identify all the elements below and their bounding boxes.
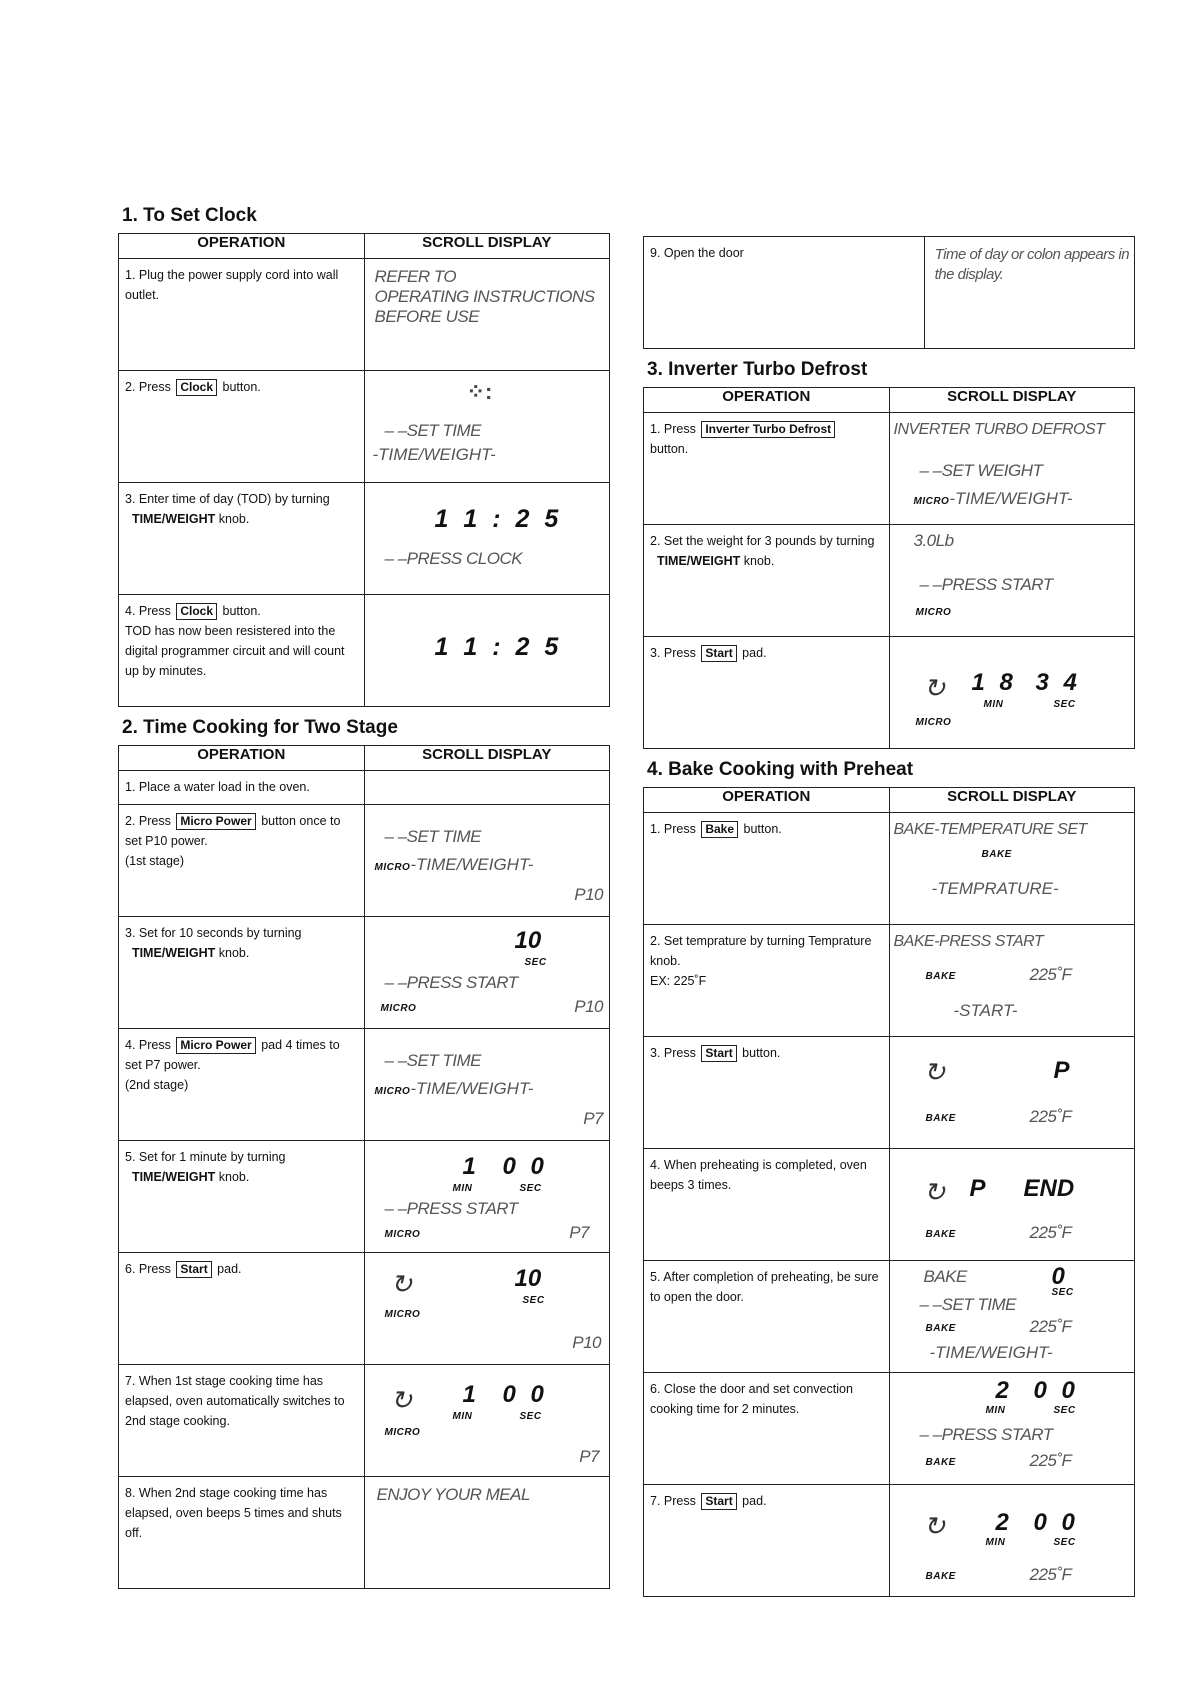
minutes-value: 2 xyxy=(995,1509,1009,1536)
display-cell xyxy=(889,925,1135,1037)
step-text: 2. Set the weight for 3 pounds by turning TIME/WEIGHT knob. xyxy=(644,525,890,637)
right-column xyxy=(643,236,1135,1597)
col-scroll-display: SCROLL DISPLAY xyxy=(889,788,1135,813)
display-cell xyxy=(889,1261,1135,1373)
display-message: BAKE-TEMPERATURE SET xyxy=(893,821,1087,838)
col-scroll-display: SCROLL DISPLAY xyxy=(364,746,610,771)
step-text: 1. Press Bake button. xyxy=(644,813,890,925)
micro-time-weight-indicator: MICRO-TIME/WEIGHT- xyxy=(374,1079,534,1098)
inverter-turbo-defrost-key-label: Inverter Turbo Defrost xyxy=(701,421,835,438)
col-operation: OPERATION xyxy=(119,746,365,771)
display-cell xyxy=(364,1029,610,1141)
bake-label: BAKE xyxy=(981,849,1012,860)
power-level: P7 xyxy=(579,1447,599,1466)
micro-label: MICRO xyxy=(384,1229,421,1240)
bake-label: BAKE xyxy=(925,1229,956,1240)
bake-label: BAKE xyxy=(925,971,956,982)
bake-key-label: Bake xyxy=(701,821,738,838)
step-text: 3. Set for 10 seconds by turning TIME/WEIGHT knob. xyxy=(119,917,365,1029)
temperature-value: 225˚F xyxy=(1029,965,1072,984)
display-cell xyxy=(364,259,610,371)
micro-label: MICRO xyxy=(915,717,952,728)
start-indicator: -START- xyxy=(953,1001,1018,1020)
press-start-label: – –PRESS START xyxy=(384,1199,518,1218)
display-cell xyxy=(889,1485,1135,1597)
minutes-value: 1 xyxy=(462,1381,476,1408)
press-clock-label: – –PRESS CLOCK xyxy=(384,549,523,568)
seconds-value: 10 xyxy=(514,927,542,954)
seconds-value: 10 xyxy=(514,1265,542,1292)
seconds-value: 3 4 xyxy=(1035,669,1081,696)
preheat-indicator: P xyxy=(1053,1057,1070,1084)
time-weight-indicator: -TIME/WEIGHT- xyxy=(372,445,496,464)
micro-power-key-label: Micro Power xyxy=(176,1037,255,1054)
turntable-icon: ↻ xyxy=(923,1511,946,1541)
step-text: 4. Press Clock button. TOD has now been resistered into the digital programmer circuit and will count up by minutes. xyxy=(119,595,365,707)
micro-time-weight-indicator: MICRO-TIME/WEIGHT- xyxy=(913,489,1073,508)
step-text: 4. When preheating is completed, oven beeps 3 times. xyxy=(644,1149,890,1261)
step-text: 6. Close the door and set convection cooking time for 2 minutes. xyxy=(644,1373,890,1485)
display-cell xyxy=(364,1253,610,1365)
seconds-value: 0 0 xyxy=(502,1381,548,1408)
sec-label: SEC xyxy=(519,1411,542,1422)
time-weight-indicator: -TIME/WEIGHT- xyxy=(929,1343,1053,1362)
section-title-two-stage: 2. Time Cooking for Two Stage xyxy=(122,717,398,738)
display-cell xyxy=(889,413,1135,525)
display-cell xyxy=(889,813,1135,925)
col-scroll-display: SCROLL DISPLAY xyxy=(364,234,610,259)
start-key-label: Start xyxy=(701,645,736,662)
min-label: MIN xyxy=(452,1183,473,1194)
display-cell xyxy=(889,525,1135,637)
min-label: MIN xyxy=(985,1405,1006,1416)
micro-power-key-label: Micro Power xyxy=(176,813,255,830)
micro-label: MICRO xyxy=(384,1309,421,1320)
bake-label: BAKE xyxy=(925,1113,956,1124)
sec-label: SEC xyxy=(519,1183,542,1194)
display-cell xyxy=(364,595,610,707)
step-text: 2. Set temprature by turning Temprature knob. EX: 225˚F xyxy=(644,925,890,1037)
bake-label: BAKE xyxy=(925,1323,956,1334)
defrost-table xyxy=(643,387,1135,749)
step-text: 3. Press Start button. xyxy=(644,1037,890,1149)
turntable-icon: ↻ xyxy=(923,1057,946,1087)
blinking-colon: ⁘: xyxy=(466,379,493,404)
step-text: 2. Press Micro Power button once to set P10 power. (1st stage) xyxy=(119,805,365,917)
time-readout: 1 1 : 2 5 xyxy=(434,633,563,661)
power-level: P7 xyxy=(569,1223,589,1242)
display-message: BAKE-PRESS START xyxy=(893,933,1044,950)
col-operation: OPERATION xyxy=(119,234,365,259)
sec-label: SEC xyxy=(1051,1287,1074,1298)
bake-table xyxy=(643,787,1135,1597)
set-time-label: – –SET TIME xyxy=(384,1051,482,1070)
seconds-value: 0 0 xyxy=(1033,1509,1079,1536)
step-text: 1. Press Inverter Turbo Defrost button. xyxy=(644,413,890,525)
minutes-value: 1 8 xyxy=(971,669,1017,696)
min-label: MIN xyxy=(452,1411,473,1422)
min-label: MIN xyxy=(985,1537,1006,1548)
micro-label: MICRO xyxy=(915,607,952,618)
display-message: ENJOY YOUR MEAL xyxy=(376,1485,530,1504)
step-text: 3. Press Start pad. xyxy=(644,637,890,749)
weight-value: 3.0Lb xyxy=(913,531,954,550)
display-cell xyxy=(364,1365,610,1477)
step-text: 2. Press Clock button. xyxy=(119,371,365,483)
power-level: P10 xyxy=(572,1333,601,1352)
set-weight-label: – –SET WEIGHT xyxy=(919,461,1043,480)
step-text: 1. Plug the power supply cord into wall outlet. xyxy=(119,259,365,371)
press-start-label: – –PRESS START xyxy=(919,1425,1053,1444)
step-text: 7. When 1st stage cooking time has elapsed, oven automatically switches to 2nd stage cooking. xyxy=(119,1365,365,1477)
display-cell xyxy=(924,237,1134,349)
power-level: P10 xyxy=(574,885,603,904)
minutes-value: 2 xyxy=(995,1377,1009,1404)
step-text: 4. Press Micro Power pad 4 times to set P7 power. (2nd stage) xyxy=(119,1029,365,1141)
step-text: 6. Press Start pad. xyxy=(119,1253,365,1365)
step-text: 1. Place a water load in the oven. xyxy=(119,771,365,805)
step-text: 5. Set for 1 minute by turning TIME/WEIGHT knob. xyxy=(119,1141,365,1253)
set-time-label: – –SET TIME xyxy=(384,827,482,846)
left-column xyxy=(118,205,610,1589)
temperature-value: 225˚F xyxy=(1029,1451,1072,1470)
two-stage-table xyxy=(118,745,610,1589)
step-text: 5. After completion of preheating, be sure to open the door. xyxy=(644,1261,890,1373)
bake-label: BAKE xyxy=(925,1571,956,1582)
temperature-value: 225˚F xyxy=(1029,1317,1072,1336)
micro-time-weight-indicator: MICRO-TIME/WEIGHT- xyxy=(374,855,534,874)
sec-label: SEC xyxy=(1053,1537,1076,1548)
turntable-icon: ↻ xyxy=(390,1269,413,1299)
display-cell xyxy=(364,371,610,483)
col-operation: OPERATION xyxy=(644,788,890,813)
section-title-defrost: 3. Inverter Turbo Defrost xyxy=(647,359,868,380)
preheat-indicator: P xyxy=(969,1175,986,1202)
display-cell xyxy=(889,1373,1135,1485)
step-text: 7. Press Start pad. xyxy=(644,1485,890,1597)
display-message: INVERTER TURBO DEFROST xyxy=(893,421,1105,438)
display-cell xyxy=(889,1037,1135,1149)
col-scroll-display: SCROLL DISPLAY xyxy=(889,388,1135,413)
section-title-set-clock: 1. To Set Clock xyxy=(122,205,257,226)
start-key-label: Start xyxy=(701,1493,736,1510)
sec-label: SEC xyxy=(524,957,547,968)
display-cell xyxy=(364,483,610,595)
seconds-value: 0 xyxy=(1051,1263,1065,1290)
col-operation: OPERATION xyxy=(644,388,890,413)
section-title-bake: 4. Bake Cooking with Preheat xyxy=(647,759,914,780)
seconds-value: 0 0 xyxy=(1033,1377,1079,1404)
sec-label: SEC xyxy=(1053,1405,1076,1416)
bake-mode-label: BAKE xyxy=(923,1267,967,1286)
display-cell xyxy=(364,771,610,805)
press-start-label: – –PRESS START xyxy=(919,575,1053,594)
time-readout: 1 1 : 2 5 xyxy=(434,505,563,533)
temperature-value: 225˚F xyxy=(1029,1565,1072,1584)
start-key-label: Start xyxy=(701,1045,736,1062)
display-cell xyxy=(364,1141,610,1253)
micro-label: MICRO xyxy=(384,1427,421,1438)
set-clock-table xyxy=(118,233,610,707)
power-level: P10 xyxy=(574,997,603,1016)
set-time-label: – –SET TIME xyxy=(384,421,482,440)
step-text: 3. Enter time of day (TOD) by turning TIME/WEIGHT knob. xyxy=(119,483,365,595)
bake-label: BAKE xyxy=(925,1457,956,1468)
step-text: 9. Open the door xyxy=(644,237,925,349)
display-cell xyxy=(889,637,1135,749)
end-indicator: END xyxy=(1023,1175,1075,1202)
press-start-label: – –PRESS START xyxy=(384,973,518,992)
turntable-icon: ↻ xyxy=(390,1385,413,1415)
display-cell xyxy=(364,805,610,917)
display-cell xyxy=(889,1149,1135,1261)
seconds-value: 0 0 xyxy=(502,1153,548,1180)
temprature-indicator: -TEMPRATURE- xyxy=(931,879,1059,898)
step-text: 8. When 2nd stage cooking time has elapsed, oven beeps 5 times and shuts off. xyxy=(119,1477,365,1589)
set-time-label: – –SET TIME xyxy=(919,1295,1017,1314)
display-message: REFER TO OPERATING INSTRUCTIONS BEFORE USE xyxy=(374,267,595,326)
set-clock-continued-table xyxy=(643,236,1135,349)
display-message: Time of day or colon appears in the display. xyxy=(934,246,1130,283)
clock-key-label: Clock xyxy=(176,379,217,396)
display-cell xyxy=(364,917,610,1029)
turntable-icon: ↻ xyxy=(923,673,946,703)
min-label: MIN xyxy=(983,699,1004,710)
start-key-label: Start xyxy=(176,1261,211,1278)
minutes-value: 1 xyxy=(462,1153,476,1180)
sec-label: SEC xyxy=(1053,699,1076,710)
clock-key-label: Clock xyxy=(176,603,217,620)
temperature-value: 225˚F xyxy=(1029,1107,1072,1126)
sec-label: SEC xyxy=(522,1295,545,1306)
micro-label: MICRO xyxy=(380,1003,417,1014)
power-level: P7 xyxy=(583,1109,603,1128)
display-cell xyxy=(364,1477,610,1589)
turntable-icon: ↻ xyxy=(923,1177,946,1207)
temperature-value: 225˚F xyxy=(1029,1223,1072,1242)
